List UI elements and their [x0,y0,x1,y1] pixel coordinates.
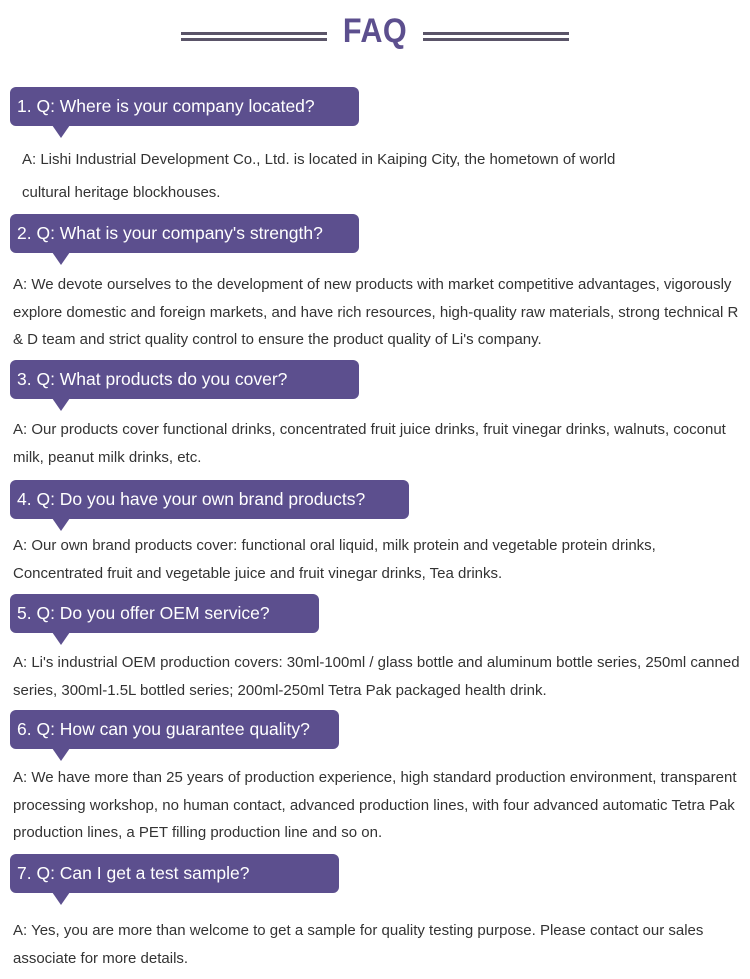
faq-header [0,12,750,60]
faq-answer-1: A: Lishi Industrial Development Co., Ltd. is located in Kaiping City, the hometown of world cultural heritage blockhouses. [22,151,616,201]
faq-answer-4: A: Our own brand products cover: functional oral liquid, milk protein and vegetable protein drinks, Concentrated fruit and vegetable juice and fruit vinegar drinks, Tea drinks. [13,537,656,582]
faq-question-3: 3. Q: What products do you cover? [10,360,359,399]
faq-answer-3: A: Our products cover functional drinks, concentrated fruit juice drinks, fruit vinegar drinks, walnuts, coconut milk, peanut milk drinks, etc. [13,421,726,466]
faq-answer-2: A: We devote ourselves to the development of new products with market competitive advantages, vigorously explore domestic and foreign markets, and have rich resources, high-quality raw materials, strong technical R & D team and strict quality control to ensure the product quality of Li's company. [13,276,739,348]
faq-answer-7: A: Yes, you are more than welcome to get a sample for quality testing purpose. Please contact our sales associate for more details. [13,922,704,967]
faq-question-5: 5. Q: Do you offer OEM service? [10,594,319,633]
faq-answer-6: A: We have more than 25 years of production experience, high standard production environment, transparent processing workshop, no human contact, advanced production lines, with four advanced automatic Tetra Pak production lines, a PET filling production line and so on. [13,769,737,841]
faq-question-4: 4. Q: Do you have your own brand products? [10,480,409,519]
page-title: FAQ [342,12,408,50]
faq-question-2: 2. Q: What is your company's strength? [10,214,359,253]
faq-answer-5: A: Li's industrial OEM production covers: 30ml-100ml / glass bottle and aluminum bottle series, 250ml canned series, 300ml-1.5L bottled series; 200ml-250ml Tetra Pak packaged health drink. [13,654,740,699]
faq-question-1: 1. Q: Where is your company located? [10,87,359,126]
header-right-divider [423,32,569,42]
faq-question-6: 6. Q: How can you guarantee quality? [10,710,339,749]
faq-question-7: 7. Q: Can I get a test sample? [10,854,339,893]
header-left-divider [181,32,327,42]
